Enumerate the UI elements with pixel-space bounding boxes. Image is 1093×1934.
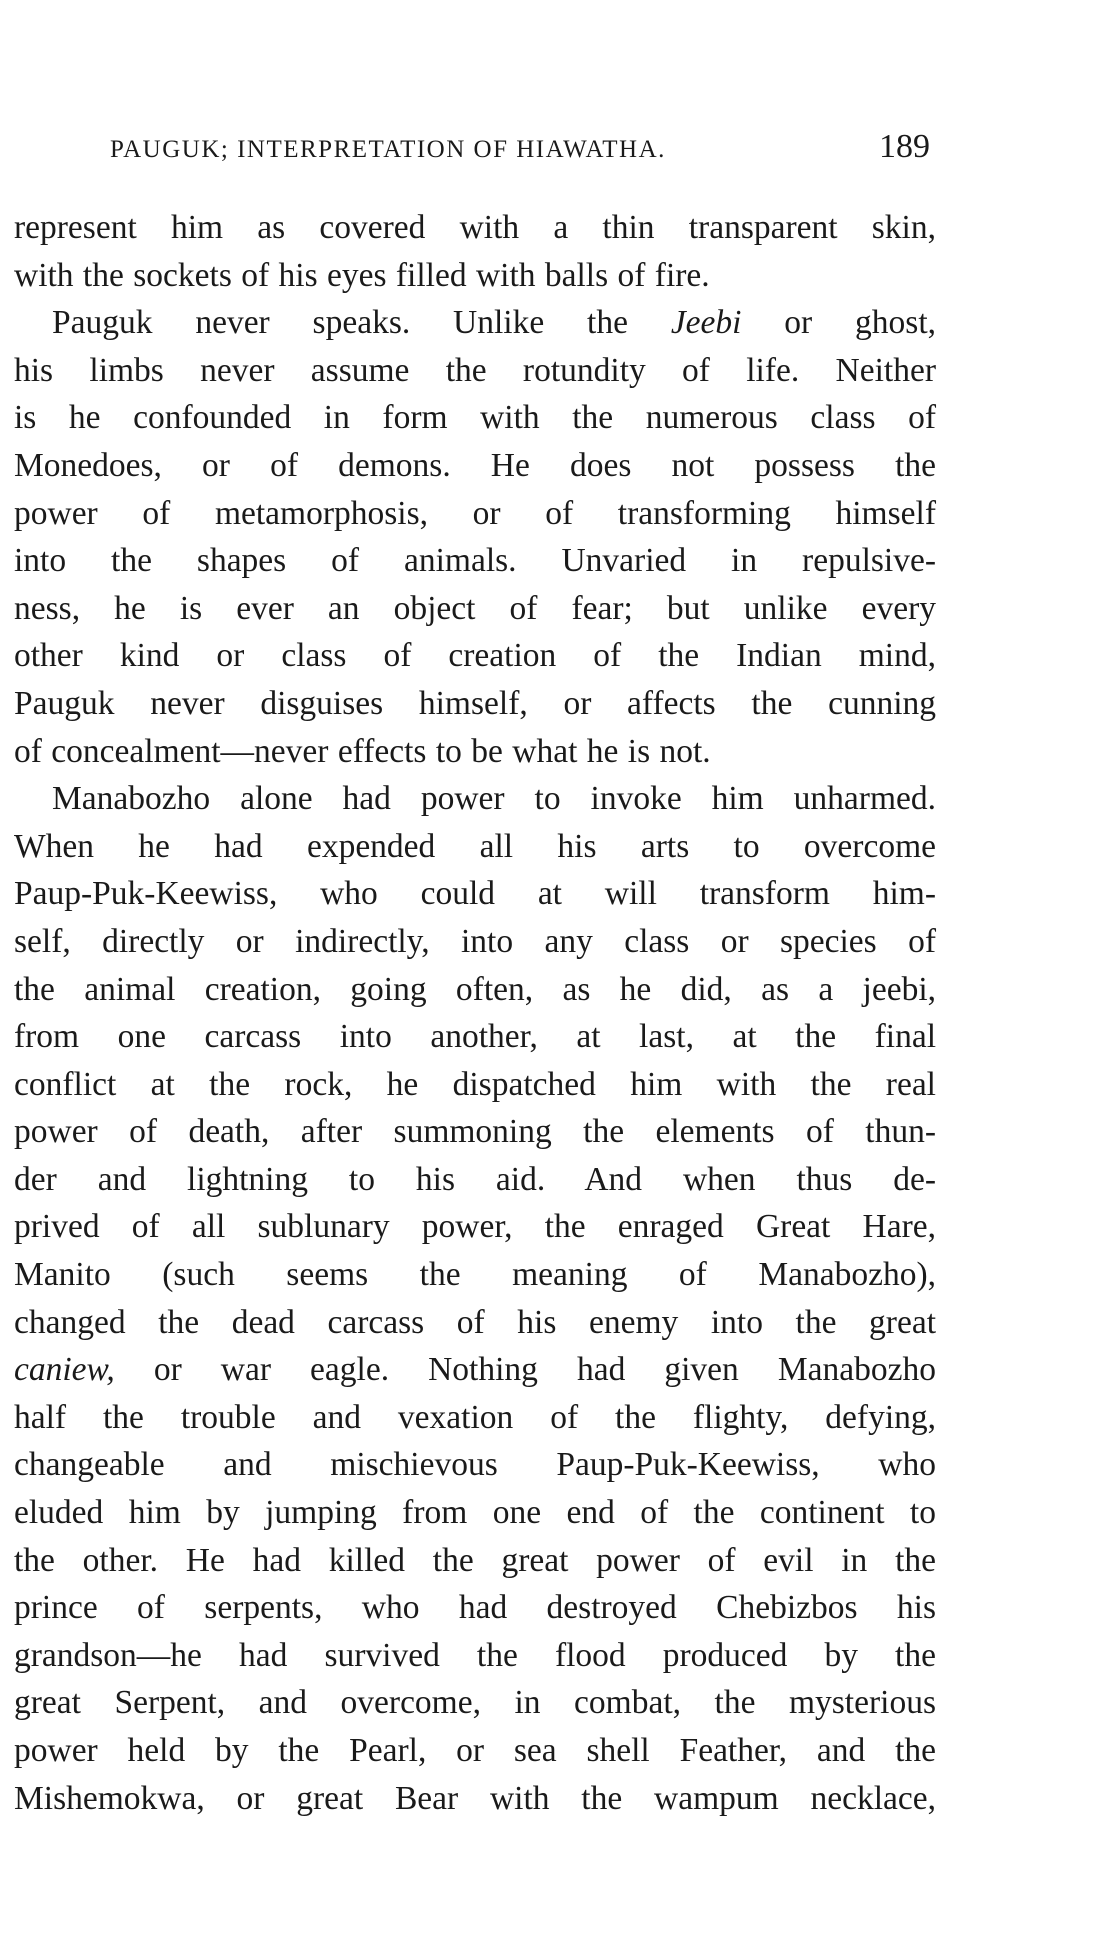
text-line: der and lightning to his aid. And when thus de- [14, 1160, 936, 1198]
text-line: Paup-Puk-Keewiss, who could at will transform him- [14, 875, 936, 913]
text-run: Pauguk never speaks. Unlike the [52, 304, 671, 342]
body-text [14, 204, 936, 1822]
text-line [14, 1346, 936, 1394]
text-run: or war eagle. Nothing had given Manabozho [114, 1351, 936, 1389]
text-line: prived of all sublunary power, the enraged Great Hare, [14, 1208, 936, 1246]
text-run: or ghost, [741, 304, 937, 342]
text-line: his limbs never assume the rotundity of life. Neither [14, 351, 936, 389]
running-title: PAUGUK; INTERPRETATION OF HIAWATHA. [110, 136, 666, 163]
page-number: 189 [879, 128, 930, 165]
text-line: prince of serpents, who had destroyed Chebizbos his [14, 1589, 936, 1627]
text-line: When he had expended all his arts to overcome [14, 827, 936, 865]
paragraph-3 [14, 775, 936, 1822]
text-line: with the sockets of his eyes filled with balls of fire. [14, 256, 710, 294]
paragraph-2 [14, 299, 936, 775]
text-line: of concealment—never effects to be what he is not. [14, 732, 711, 770]
paragraph-1 [14, 204, 936, 299]
text-line: the animal creation, going often, as he did, as a jeebi, [14, 970, 936, 1008]
text-line: power of death, after summoning the elements of thun- [14, 1113, 936, 1151]
text-line [14, 299, 936, 347]
text-line: represent him as covered with a thin transparent skin, [14, 209, 936, 246]
text-line: is he confounded in form with the numerous class of [14, 399, 936, 437]
text-line: Mishemokwa, or great Bear with the wampum necklace, [14, 1779, 936, 1817]
text-line: power of metamorphosis, or of transforming himself [14, 494, 936, 532]
text-line: Manabozho alone had power to invoke him unharmed. [52, 780, 936, 818]
text-line: half the trouble and vexation of the flighty, defying, [14, 1398, 936, 1436]
text-line: other kind or class of creation of the Indian mind, [14, 637, 936, 675]
text-line: ness, he is ever an object of fear; but unlike every [14, 589, 936, 627]
text-line: eluded him by jumping from one end of the continent to [14, 1494, 936, 1532]
text-line: changed the dead carcass of his enemy into the great [14, 1303, 936, 1341]
italic-term: Jeebi [670, 304, 742, 342]
text-line: the other. He had killed the great power of evil in the [14, 1541, 936, 1579]
text-line: Monedoes, or of demons. He does not possess the [14, 446, 936, 484]
text-line: changeable and mischievous Paup-Puk-Keewiss, who [14, 1446, 936, 1484]
text-line: Pauguk never disguises himself, or affects the cunning [14, 684, 936, 722]
italic-term: caniew, [14, 1351, 115, 1389]
text-line: into the shapes of animals. Unvaried in repulsive- [14, 542, 936, 580]
text-line: grandson—he had survived the flood produced by the [14, 1636, 936, 1674]
text-line: self, directly or indirectly, into any class or species of [14, 922, 936, 960]
text-line: conflict at the rock, he dispatched him with the real [14, 1065, 936, 1103]
running-head [110, 128, 930, 168]
text-line: power held by the Pearl, or sea shell Feather, and the [14, 1732, 936, 1769]
text-line: great Serpent, and overcome, in combat, the mysterious [14, 1684, 936, 1722]
text-line: from one carcass into another, at last, at the final [14, 1018, 936, 1056]
text-line: Manito (such seems the meaning of Manabozho), [14, 1256, 936, 1294]
